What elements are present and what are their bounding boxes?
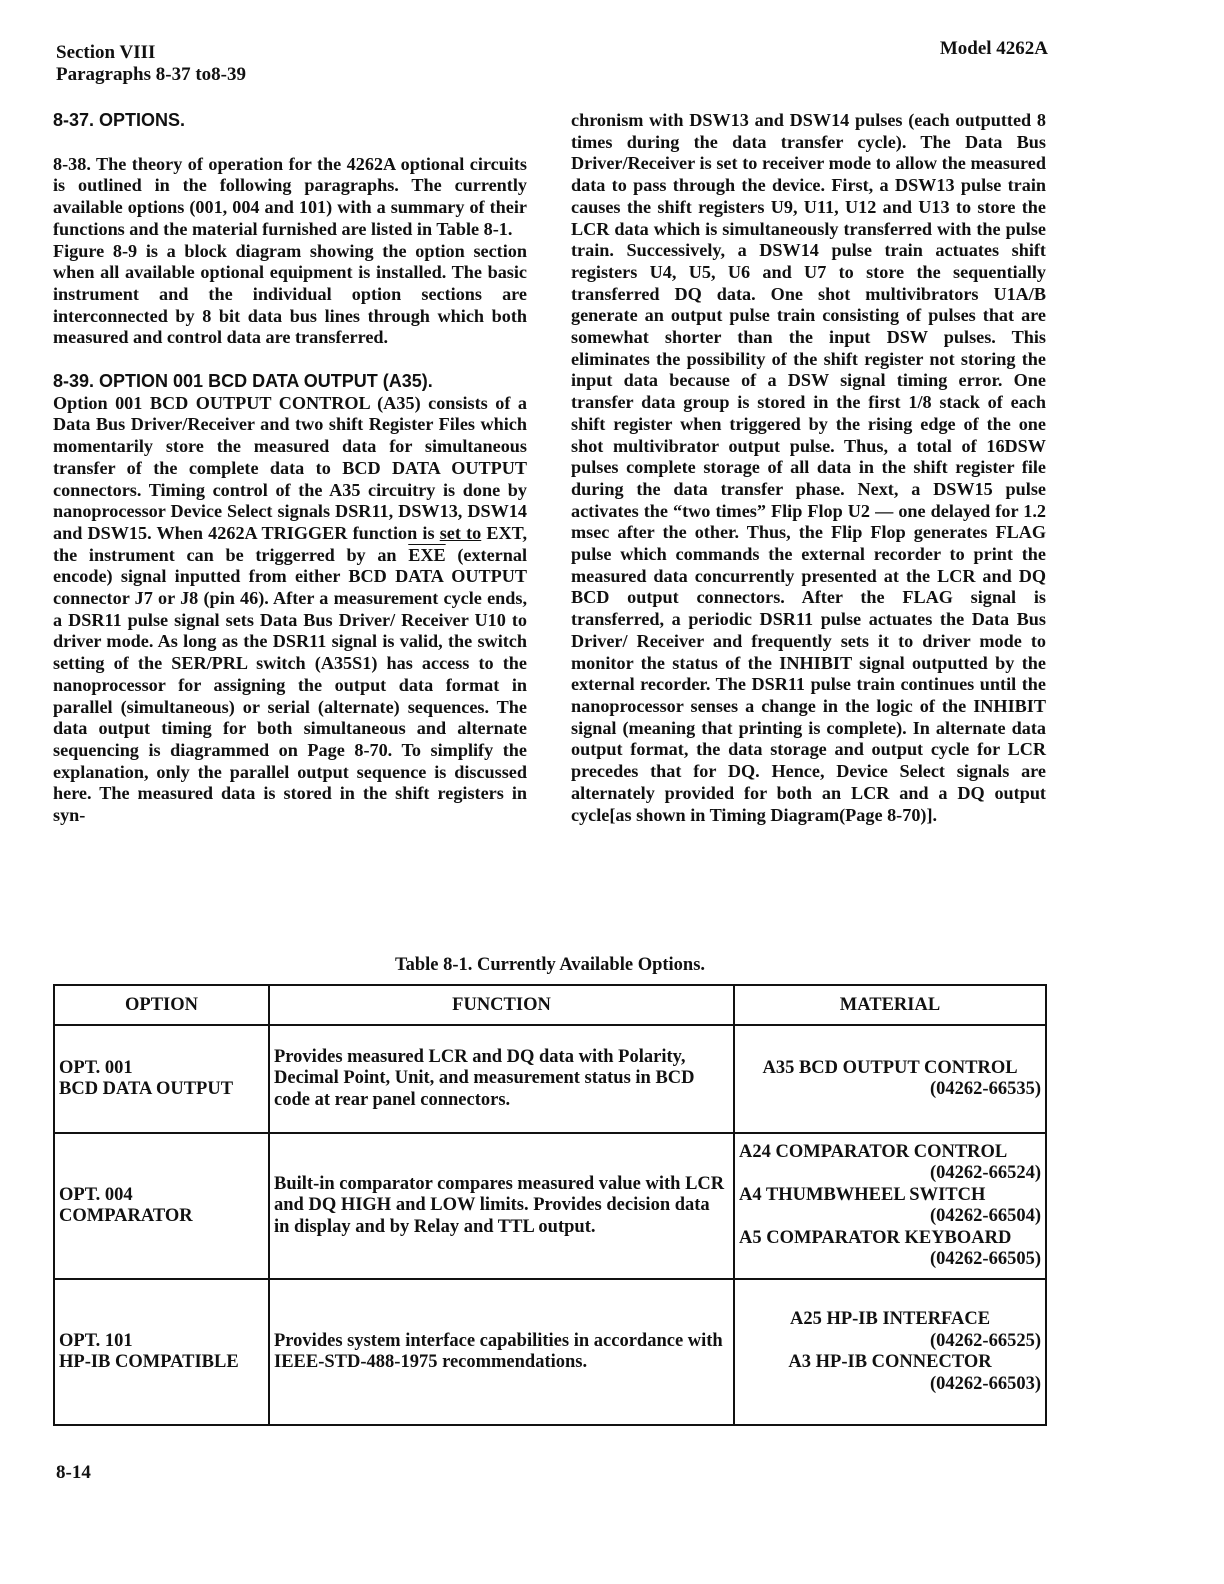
table-row [54, 1025, 1046, 1133]
material-line: (04262-66504) [930, 1206, 1041, 1226]
material-cell [734, 1025, 1046, 1133]
table-header-row [54, 985, 1046, 1025]
paragraph-8-39-continued: chronism with DSW13 and DSW14 pulses (each outputted 8 times during the data transfer cycle). The Data Bus Driver/Receiver is set to receiver mode to allow the measured data to pass through the device. First, a DSW13 pulse train causes the shift registers U9, U11, U12 and U13 to store the LCR data which is simultaneously transferred with the pulse train. Successively, a DSW14 pulse train actuates shift registers U4, U5, U6 and U7 to store the sequentially transferred DQ data. One shot multivibrators U1A/B generate an output pulse train consisting of pulses that are somewhat shorter than the input DSW pulses. This eliminates the possibility of the shift register not storing the input data because of a DSW signal timing error. One transfer data group is stored in the first 1/8 stack of each shift register when triggered by the rising edge of the one shot multivibrator output pulse. Thus, a total of 16DSW pulses complete storage of all data in the shift register file during the data transfer phase. Next, a DSW15 pulse activates the “two times” Flip Flop U2 — one delayed for 1.2 msec after the other. Thus, the Flip Flop generates FLAG pulse which commands the external recorder to print the measured data concurrently presented at the LCR and DQ BCD output connectors. After the FLAG signal is transferred, a periodic DSR11 pulse actuates the Data Bus Driver/ Receiver and frequently sets it to driver mode to monitor the status of the INHIBIT signal outputted by the external recorder. The DSR11 pulse train continues until the nanoprocessor senses a change in the logic of the INHIBIT signal (meaning that printing is complete). In alternate data output format, the data storage and output cycle for LCR precedes that for DQ. Hence, Device Select signals are alternately provided for both an LCR and a DQ output cycle[as shown in Timing Diagram(Page 8-70)]. [571, 110, 1046, 825]
paragraph-8-39 [53, 393, 527, 827]
material-line: A4 THUMBWHEEL SWITCH [739, 1184, 986, 1205]
material-line: A5 COMPARATOR KEYBOARD [739, 1227, 1012, 1248]
table-caption: Table 8-1. Currently Available Options. [394, 955, 706, 975]
option-code: OPT. 001 [59, 1058, 133, 1078]
exe-signal: $\overline{EXE}$ [408, 544, 446, 565]
option-code: OPT. 004 [59, 1185, 133, 1205]
table-row [54, 1133, 1046, 1279]
underlined-set-to: set to [439, 522, 482, 543]
paragraph-8-38: 8-38. The theory of operation for the 4262A optional circuits is outlined in the following paragraphs. The currently available options (001, 004 and 101) with a summary of their functions and the material furnished are listed in Table 8-1. [53, 153, 527, 239]
header-material: MATERIAL [734, 985, 1046, 1025]
options-table [53, 984, 1047, 1426]
option-name: HP-IB COMPATIBLE [59, 1352, 239, 1372]
section-header [56, 42, 246, 86]
material-line: (04262-66524) [930, 1163, 1041, 1183]
material-cell [734, 1133, 1046, 1279]
material-line: A3 HP-IB CONNECTOR [788, 1352, 992, 1372]
function-cell: Provides measured LCR and DQ data with Polarity, Decimal Point, Unit, and measurement status in BCD code at rear panel connectors. [269, 1025, 734, 1133]
model-label: Model 4262A [939, 38, 1048, 59]
paragraph-8-39-part-a: Option 001 BCD OUTPUT CONTROL (A35) consists of a Data Bus Driver/Receiver and two shift Register Files which momentarily store the measured data for simultaneous transfer of the complete data to BCD DATA OUTPUT connectors. Timing control of the A35 circuitry is done by nanoprocessor Device Select signals DSR11, DSW13, DSW14 and DSW15. When 4262A TRIGGER function is [53, 392, 527, 543]
material-line: A25 HP-IB INTERFACE [789, 1309, 991, 1329]
option-name: BCD DATA OUTPUT [59, 1079, 234, 1099]
right-column [571, 110, 1046, 826]
table-row [54, 1279, 1046, 1425]
option-cell [54, 1279, 269, 1425]
section-title: Section VIII [56, 42, 156, 63]
material-line: (04262-66535) [930, 1079, 1041, 1099]
option-cell [54, 1133, 269, 1279]
paragraph-range: Paragraphs 8-37 to8-39 [56, 64, 246, 85]
material-line: A35 BCD OUTPUT CONTROL [762, 1057, 1018, 1078]
left-column [53, 110, 527, 827]
paragraph-8-39-part-c: (external encode) signal inputted from either BCD DATA OUTPUT connector J7 or J8 (pin 46). After a measurement cycle ends, a DSR11 pulse signal sets Data Bus Driver/ Receiver U10 to driver mode. As long as the DSR11 signal is valid, the switch setting of the SER/PRL switch (A35S1) has access to the nanoprocessor for assigning the output data format in parallel (simultaneous) or serial (alternate) sequences. The data output timing for both simultaneous and alternate sequencing is diagrammed on Page 8-70. To simplify the explanation, only the parallel output sequence is discussed here. The measured data is stored in the shift registers in syn- [53, 544, 528, 826]
material-line: A24 COMPARATOR CONTROL [739, 1141, 1008, 1162]
heading-options: 8-37. OPTIONS. [53, 110, 186, 130]
paragraph-8-39-part-b: EXT, the instrument can be triggerred by an [53, 522, 528, 565]
function-cell: Provides system interface capabilities in accordance with IEEE-STD-488-1975 recommendations. [269, 1279, 734, 1425]
option-code: OPT. 101 [59, 1331, 133, 1351]
material-cell [734, 1279, 1046, 1425]
heading-option-001: 8-39. OPTION 001 BCD DATA OUTPUT (A35). [53, 371, 433, 392]
option-cell [54, 1025, 269, 1133]
material-line: (04262-66525) [930, 1330, 1041, 1351]
material-line: (04262-66505) [930, 1249, 1041, 1269]
option-name: COMPARATOR [59, 1206, 193, 1226]
header-function: FUNCTION [269, 985, 734, 1025]
material-line: (04262-66503) [930, 1373, 1041, 1394]
paragraph-8-38-figure: Figure 8-9 is a block diagram showing the option section when all available optional equipment is installed. The basic instrument and the individual option sections are interconnected by 8 bit data bus lines through which both measured and control data are transferred. [53, 240, 527, 348]
function-cell: Built-in comparator compares measured value with LCR and DQ HIGH and LOW limits. Provides decision data in display and by Relay and TTL output. [269, 1133, 734, 1279]
header-option: OPTION [54, 985, 269, 1025]
page-number: 8-14 [56, 1462, 91, 1483]
